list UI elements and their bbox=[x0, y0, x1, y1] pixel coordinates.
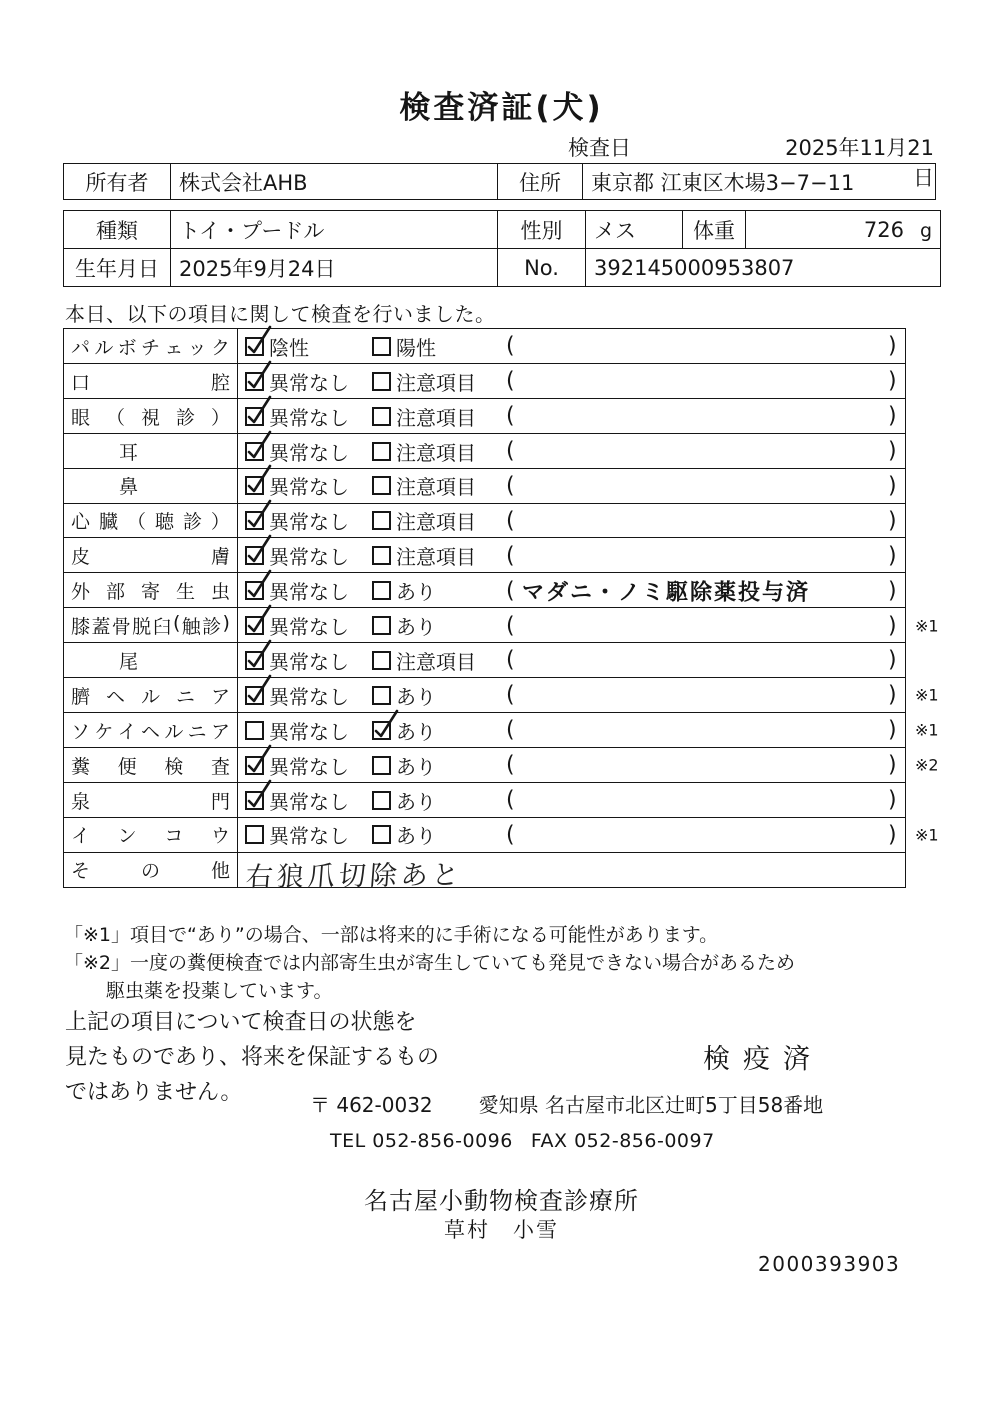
item-label: 尾 bbox=[64, 643, 238, 678]
checklist-row bbox=[63, 398, 906, 435]
result-option bbox=[245, 818, 349, 853]
checklist-row bbox=[63, 572, 906, 609]
reference-mark: ※1 bbox=[915, 685, 939, 705]
reference-mark: ※1 bbox=[915, 720, 939, 740]
result-option bbox=[245, 783, 349, 818]
option-label: 異常なし bbox=[269, 370, 349, 395]
option-label: 異常なし bbox=[269, 475, 349, 500]
empty-checkbox-icon bbox=[372, 791, 391, 810]
clinic-name: 名古屋小動物検査診療所 bbox=[364, 1187, 639, 1215]
checked-checkbox-icon bbox=[372, 721, 391, 740]
checked-checkbox-icon bbox=[245, 791, 264, 810]
result-option bbox=[372, 469, 476, 504]
option-label: 注意項目 bbox=[396, 649, 476, 674]
paren-close: ) bbox=[888, 438, 897, 464]
option-label: 異常なし bbox=[269, 545, 349, 570]
item-label: 糞 便 検 査 bbox=[64, 748, 238, 783]
paren-open: ( bbox=[506, 613, 515, 639]
paren-close: ) bbox=[888, 682, 897, 708]
checked-checkbox-icon bbox=[245, 756, 264, 775]
result-option bbox=[372, 434, 476, 469]
disclaimer-line: 見たものであり、将来を保証するもの bbox=[65, 1045, 440, 1070]
disclaimer-line: 上記の項目について検査日の状態を bbox=[65, 1010, 417, 1035]
item-label: 眼 （ 視 診 ） bbox=[64, 399, 238, 434]
owner-table bbox=[63, 163, 936, 200]
address-value: 東京都 江東区木場3−7−11 bbox=[583, 164, 936, 200]
item-label: 皮 膚 bbox=[64, 538, 238, 573]
option-label: 異常なし bbox=[269, 510, 349, 535]
paren-close: ) bbox=[888, 717, 897, 743]
checklist-table bbox=[63, 328, 939, 893]
result-option bbox=[372, 748, 436, 783]
option-label: 注意項目 bbox=[396, 545, 476, 570]
number-label: No. bbox=[498, 249, 586, 287]
option-label: 異常なし bbox=[269, 789, 349, 814]
empty-checkbox-icon bbox=[372, 825, 391, 844]
empty-checkbox-icon bbox=[372, 651, 391, 670]
result-option bbox=[372, 783, 436, 818]
handwritten-note: 右狼爪切除あと bbox=[244, 859, 464, 893]
empty-checkbox-icon bbox=[245, 825, 264, 844]
birthdate-value: 2025年9月24日 bbox=[171, 249, 498, 287]
checked-checkbox-icon bbox=[245, 686, 264, 705]
paren-close: ) bbox=[888, 403, 897, 429]
empty-checkbox-icon bbox=[372, 372, 391, 391]
paren-open: ( bbox=[506, 822, 515, 848]
breed-label: 種類 bbox=[64, 211, 171, 249]
paren-open: ( bbox=[506, 403, 515, 429]
option-label: 異常なし bbox=[269, 649, 349, 674]
paren-close: ) bbox=[888, 368, 897, 394]
breed-value: トイ・プードル bbox=[171, 211, 498, 249]
empty-checkbox-icon bbox=[372, 616, 391, 635]
clinic-address-line bbox=[310, 1089, 823, 1118]
pet-table bbox=[63, 210, 941, 287]
result-option bbox=[372, 399, 476, 434]
sex-label: 性別 bbox=[498, 211, 586, 249]
result-option bbox=[372, 643, 476, 678]
checked-checkbox-icon bbox=[245, 581, 264, 600]
result-option bbox=[372, 504, 476, 539]
clinic-phone-line bbox=[330, 1130, 715, 1152]
paren-close: ) bbox=[888, 333, 897, 359]
empty-checkbox-icon bbox=[372, 546, 391, 565]
option-label: 異常なし bbox=[269, 615, 349, 640]
empty-checkbox-icon bbox=[372, 511, 391, 530]
empty-checkbox-icon bbox=[245, 721, 264, 740]
footnote-line: 「※2」一度の糞便検査では内部寄生虫が寄生していても発見できない場合があるため bbox=[64, 952, 796, 974]
clinic-fax: FAX 052-856-0097 bbox=[530, 1130, 715, 1152]
paren-open: ( bbox=[506, 543, 515, 569]
quarantine-stamp: 検疫済 bbox=[703, 1044, 823, 1075]
disclaimer-line: ではありません。 bbox=[65, 1080, 243, 1105]
clinic-postal-code: 〒 462-0032 bbox=[310, 1093, 433, 1117]
option-label: あり bbox=[396, 719, 436, 744]
option-label: 注意項目 bbox=[396, 370, 476, 395]
checked-checkbox-icon bbox=[245, 616, 264, 635]
item-label: 口 腔 bbox=[64, 364, 238, 399]
footnotes bbox=[64, 921, 795, 1005]
option-label: 異常なし bbox=[269, 440, 349, 465]
option-label: 陽性 bbox=[396, 335, 436, 360]
paren-close: ) bbox=[888, 822, 897, 848]
option-label: 陰性 bbox=[269, 335, 309, 360]
paren-note: マダニ・ノミ駆除薬投与済 bbox=[522, 580, 811, 606]
empty-checkbox-icon bbox=[372, 756, 391, 775]
paren-open: ( bbox=[506, 717, 515, 743]
option-label: あり bbox=[396, 615, 436, 640]
result-option bbox=[245, 678, 349, 713]
item-label: 泉 門 bbox=[64, 783, 238, 818]
clinic-tel: TEL 052-856-0096 bbox=[330, 1130, 513, 1152]
option-label: 注意項目 bbox=[396, 510, 476, 535]
paren-open: ( bbox=[506, 508, 515, 534]
owner-value: 株式会社AHB bbox=[171, 164, 498, 200]
option-label: 異常なし bbox=[269, 405, 349, 430]
item-label: 臍 ヘ ル ニ ア bbox=[64, 678, 238, 713]
checked-checkbox-icon bbox=[245, 651, 264, 670]
checklist-row bbox=[63, 468, 906, 505]
checked-checkbox-icon bbox=[245, 372, 264, 391]
checklist-row bbox=[63, 433, 906, 470]
item-label: 鼻 bbox=[64, 469, 238, 504]
paren-open: ( bbox=[506, 787, 515, 813]
inspection-date-label: 検査日 bbox=[568, 136, 631, 160]
checklist-row bbox=[63, 363, 906, 400]
weight-label: 体重 bbox=[683, 211, 746, 249]
veterinarian-name: 草村 小雪 bbox=[444, 1218, 559, 1242]
empty-checkbox-icon bbox=[372, 476, 391, 495]
exam-statement: 本日、以下の項目に関して検査を行いました。 bbox=[65, 302, 496, 326]
sex-value: メス bbox=[586, 211, 683, 249]
paren-close: ) bbox=[888, 752, 897, 778]
result-option bbox=[372, 573, 436, 608]
item-label: そ の 他 bbox=[64, 853, 238, 888]
checked-checkbox-icon bbox=[245, 476, 264, 495]
paren-open: ( bbox=[506, 333, 515, 359]
option-label: あり bbox=[396, 754, 436, 779]
checklist-row bbox=[63, 817, 939, 854]
checked-checkbox-icon bbox=[245, 337, 264, 356]
address-label: 住所 bbox=[498, 164, 583, 200]
reference-mark: ※1 bbox=[915, 616, 939, 636]
checked-checkbox-icon bbox=[245, 511, 264, 530]
item-label: 耳 bbox=[64, 434, 238, 469]
document-number: 2000393903 bbox=[758, 1252, 901, 1276]
paren-close: ) bbox=[888, 787, 897, 813]
item-label: イ ン コ ウ bbox=[64, 818, 238, 853]
empty-checkbox-icon bbox=[372, 407, 391, 426]
checklist-row bbox=[63, 712, 939, 749]
paren-open: ( bbox=[506, 368, 515, 394]
checklist-row bbox=[63, 503, 906, 540]
paren-open: ( bbox=[506, 438, 515, 464]
weight-unit: g bbox=[919, 219, 932, 242]
checked-checkbox-icon bbox=[245, 546, 264, 565]
empty-checkbox-icon bbox=[372, 581, 391, 600]
inspection-date-value: 2025年11月21日 bbox=[785, 136, 934, 190]
result-option bbox=[372, 713, 436, 748]
paren-open: ( bbox=[506, 752, 515, 778]
number-value: 392145000953807 bbox=[586, 249, 941, 287]
item-label: 心 臓 （ 聴 診 ） bbox=[64, 504, 238, 539]
paren-close: ) bbox=[888, 647, 897, 673]
checklist-row bbox=[63, 782, 906, 819]
option-label: あり bbox=[396, 789, 436, 814]
checklist-row bbox=[63, 642, 906, 679]
paren-close: ) bbox=[888, 543, 897, 569]
item-label: 膝 蓋 骨 脱 臼 ( 触 診 ) bbox=[64, 608, 238, 643]
checklist-row bbox=[63, 677, 939, 714]
clinic-address: 愛知県 名古屋市北区辻町5丁目58番地 bbox=[478, 1093, 824, 1117]
item-label: ソ ケ イ ヘ ル ニ ア bbox=[64, 713, 238, 748]
checked-checkbox-icon bbox=[245, 407, 264, 426]
result-option bbox=[372, 364, 476, 399]
result-option bbox=[372, 608, 436, 643]
option-label: 注意項目 bbox=[396, 440, 476, 465]
option-label: 注意項目 bbox=[396, 475, 476, 500]
option-label: 異常なし bbox=[269, 580, 349, 605]
checklist-row bbox=[63, 537, 906, 574]
option-label: 異常なし bbox=[269, 684, 349, 709]
option-label: あり bbox=[396, 580, 436, 605]
paren-open: ( bbox=[506, 578, 515, 604]
item-label: パ ル ボ チ ェ ッ ク bbox=[64, 329, 238, 364]
paren-open: ( bbox=[506, 473, 515, 499]
paren-close: ) bbox=[888, 473, 897, 499]
checked-checkbox-icon bbox=[245, 442, 264, 461]
footnote-line: 「※1」項目で“あり”の場合、一部は将来的に手術になる可能性があります。 bbox=[64, 924, 719, 946]
empty-checkbox-icon bbox=[372, 686, 391, 705]
paren-close: ) bbox=[888, 578, 897, 604]
option-label: 異常なし bbox=[269, 719, 349, 744]
option-label: 異常なし bbox=[269, 754, 349, 779]
checklist-row bbox=[63, 852, 906, 893]
weight-value: 726 g bbox=[746, 211, 941, 249]
option-label: あり bbox=[396, 684, 436, 709]
option-label: 注意項目 bbox=[396, 405, 476, 430]
footnote-line: 駆虫薬を投薬しています。 bbox=[106, 980, 333, 1002]
reference-mark: ※1 bbox=[915, 825, 939, 845]
option-label: 異常なし bbox=[269, 824, 349, 849]
paren-close: ) bbox=[888, 508, 897, 534]
item-label: 外 部 寄 生 虫 bbox=[64, 573, 238, 608]
paren-open: ( bbox=[506, 647, 515, 673]
result-option bbox=[372, 538, 476, 573]
empty-checkbox-icon bbox=[372, 442, 391, 461]
paren-close: ) bbox=[888, 613, 897, 639]
empty-checkbox-icon bbox=[372, 337, 391, 356]
checklist-row bbox=[63, 607, 939, 644]
owner-label: 所有者 bbox=[64, 164, 171, 200]
paren-open: ( bbox=[506, 682, 515, 708]
reference-mark: ※2 bbox=[915, 755, 939, 775]
checklist-row bbox=[63, 328, 906, 365]
result-option bbox=[372, 818, 436, 853]
document-title: 検査済証(犬) bbox=[399, 90, 604, 126]
option-label: あり bbox=[396, 824, 436, 849]
birthdate-label: 生年月日 bbox=[64, 249, 171, 287]
result-option bbox=[372, 329, 436, 364]
checklist-row bbox=[63, 747, 939, 784]
